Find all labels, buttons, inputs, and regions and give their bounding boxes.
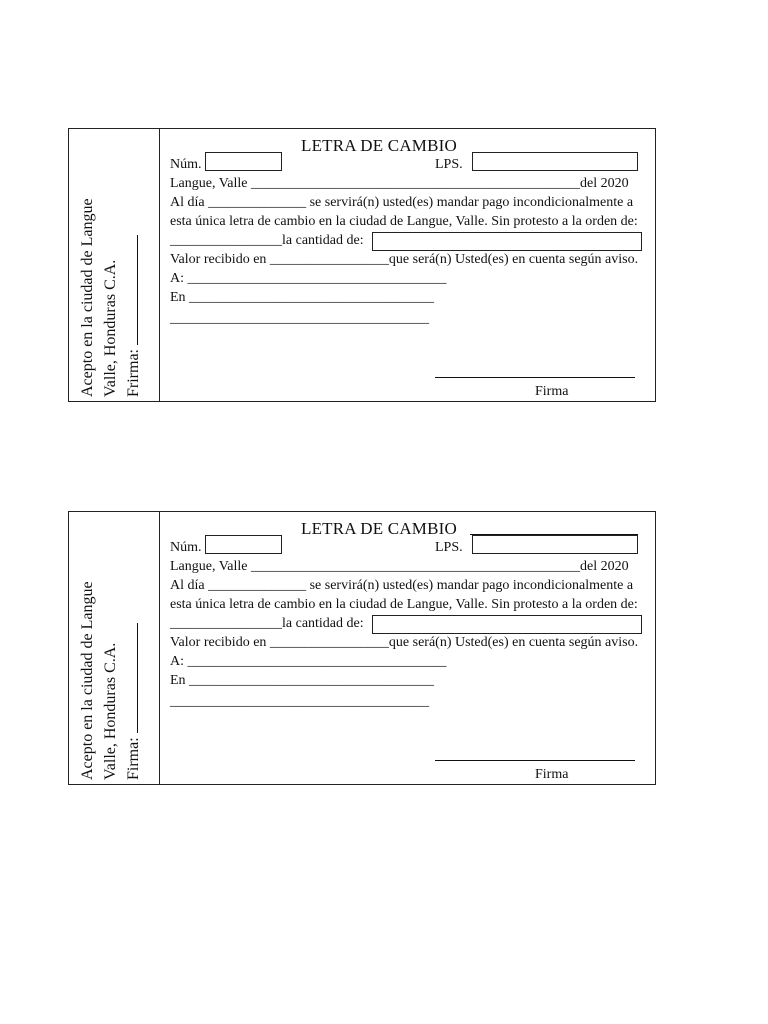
drawee-address-line: En ___________________________________ [170, 290, 435, 305]
letra-de-cambio-form-1 [68, 128, 656, 402]
num-label: Núm. [170, 157, 202, 172]
acceptance-signature-row [122, 530, 145, 780]
signature-line[interactable] [435, 760, 635, 761]
num-field[interactable] [205, 535, 282, 554]
value-received-line: Valor recibido en _________________que será(n) Usted(es) en cuenta según aviso. [170, 252, 639, 267]
signature-label: Firma [535, 384, 569, 399]
signature-label: Firma [535, 767, 569, 782]
letra-de-cambio-form-2 [68, 511, 656, 785]
place-date-line: Langue, Valle _______________________________________________del 2020 [170, 176, 629, 191]
acceptance-line-1: Acepto en la ciudad de Langue [79, 198, 96, 397]
extra-address-line: _____________________________________ [170, 311, 429, 326]
lps-amount-field[interactable] [472, 535, 638, 554]
signature-line[interactable] [435, 377, 635, 378]
payment-place-line: esta única letra de cambio en la ciudad de Langue, Valle. Sin protesto a la orden de: [170, 214, 638, 229]
drawee-line: A: _____________________________________ [170, 654, 447, 669]
acceptance-signature-label: Frirma: [125, 349, 142, 397]
due-date-line: Al día ______________ se servirá(n) usted(es) mandar pago incondicionalmente a [170, 195, 634, 210]
lps-label: LPS. [435, 540, 463, 555]
due-date-line: Al día ______________ se servirá(n) usted(es) mandar pago incondicionalmente a [170, 578, 634, 593]
acceptance-text [76, 147, 145, 397]
num-field[interactable] [205, 152, 282, 171]
amount-field[interactable] [372, 232, 642, 251]
acceptance-signature-label: Firma: [125, 737, 142, 780]
acceptance-panel [69, 512, 160, 784]
payee-line: ________________la cantidad de: [170, 616, 364, 631]
bill-body [160, 512, 655, 784]
acceptance-line-2: Valle, Honduras C.A. [102, 642, 119, 780]
drawee-line: A: _____________________________________ [170, 271, 447, 286]
amount-field[interactable] [372, 615, 642, 634]
num-label: Núm. [170, 540, 202, 555]
lps-label: LPS. [435, 157, 463, 172]
acceptance-signature-row [122, 147, 145, 397]
acceptance-line-2: Valle, Honduras C.A. [102, 259, 119, 397]
acceptance-signature-line[interactable] [125, 623, 138, 733]
form-title: LETRA DE CAMBIO [301, 519, 457, 538]
acceptance-line-1: Acepto en la ciudad de Langue [79, 581, 96, 780]
bill-body [160, 129, 655, 401]
acceptance-panel [69, 129, 160, 401]
payment-place-line: esta única letra de cambio en la ciudad de Langue, Valle. Sin protesto a la orden de: [170, 597, 638, 612]
form-title: LETRA DE CAMBIO [301, 136, 457, 155]
acceptance-text [76, 530, 145, 780]
drawee-address-line: En ___________________________________ [170, 673, 435, 688]
value-received-line: Valor recibido en _________________que será(n) Usted(es) en cuenta según aviso. [170, 635, 639, 650]
acceptance-signature-line[interactable] [125, 235, 138, 345]
extra-address-line: _____________________________________ [170, 694, 429, 709]
place-date-line: Langue, Valle _______________________________________________del 2020 [170, 559, 629, 574]
payee-line: ________________la cantidad de: [170, 233, 364, 248]
lps-amount-field[interactable] [472, 152, 638, 171]
